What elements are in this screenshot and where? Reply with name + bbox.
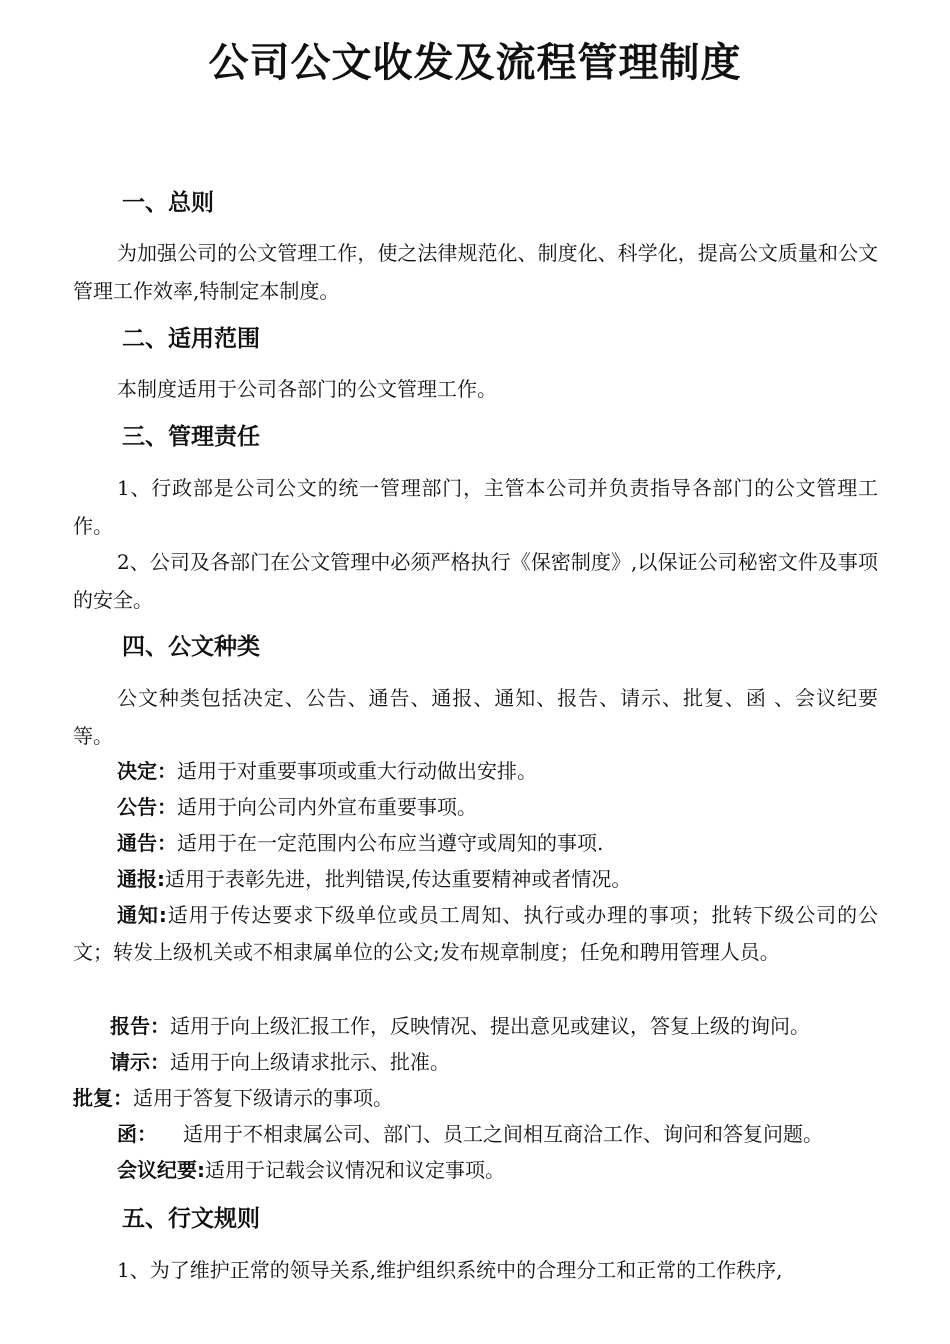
definition-text: 适用于表彰先进，批判错误,传达重要精神或者情况。 (165, 867, 632, 891)
definition-term: 决定： (117, 759, 177, 783)
definition-letter (117, 1116, 823, 1152)
definition-meeting-minutes (117, 1152, 505, 1188)
definition-term: 批复： (73, 1086, 133, 1110)
paragraph-responsibility-2: 2、公司及各部门在公文管理中必须严格执行《保密制度》,以保证公司秘密文件及事项的安全。 (73, 550, 878, 612)
section-heading-general: 一、总则 (122, 190, 214, 216)
definition-announcement (117, 789, 477, 825)
definition-text: 适用于记载会议情况和议定事项。 (205, 1158, 505, 1182)
section-heading-writing-rules: 五、行文规则 (122, 1206, 260, 1232)
definition-notice (117, 825, 603, 861)
definition-text: 适用于不相隶属公司、部门、员工之间相互商洽工作、询问和答复问题。 (183, 1122, 823, 1146)
definition-term: 公告： (117, 795, 177, 819)
definition-reply (73, 1080, 393, 1116)
paragraph-document-types: 公文种类包括决定、公告、通告、通报、通知、报告、请示、批复、函 、会议纪要等。 (73, 686, 878, 748)
definition-text: 适用于向公司内外宣布重要事项。 (177, 795, 477, 819)
paragraph-scope: 本制度适用于公司各部门的公文管理工作。 (117, 377, 497, 401)
definition-text: 适用于对重要事项或重大行动做出安排。 (177, 759, 537, 783)
definition-term: 通报: (117, 867, 165, 891)
definition-notification (73, 897, 878, 971)
definition-term: 请示： (110, 1050, 170, 1074)
definition-term: 报告： (110, 1014, 170, 1038)
definition-term: 通告： (117, 831, 177, 855)
definition-text: 适用于传达要求下级单位或员工周知、执行或办理的事项；批转下级公司的公文；转发上级机关或不相隶属单位的公文;发布规章制度；任免和聘用管理人员。 (73, 903, 879, 964)
definition-text: 适用于在一定范围内公布应当遵守或周知的事项. (177, 831, 604, 855)
paragraph-responsibility-1: 1、行政部是公司公文的统一管理部门，主管本公司并负责指导各部门的公文管理工作。 (73, 476, 878, 538)
paragraph-writing-rules-1: 1、为了维护正常的领导关系,维护组织系统中的合理分工和正常的工作秩序, (117, 1258, 783, 1282)
document-title: 公司公文收发及流程管理制度 (208, 40, 742, 86)
definition-text: 适用于答复下级请示的事项。 (133, 1086, 393, 1110)
section-heading-scope: 二、适用范围 (122, 326, 260, 352)
definition-request (110, 1044, 450, 1080)
paragraph-general: 为加强公司的公文管理工作，使之法律规范化、制度化、科学化，提高公文质量和公文管理工作效率,特制定本制度。 (73, 241, 878, 303)
definition-text: 适用于向上级汇报工作，反映情况、提出意见或建议，答复上级的询问。 (170, 1014, 810, 1038)
section-heading-responsibility: 三、管理责任 (122, 424, 260, 450)
definition-bulletin (117, 861, 631, 897)
definition-term: 通知: (117, 903, 167, 927)
definition-decision (117, 753, 537, 789)
definition-report (110, 1008, 810, 1044)
definition-term: 会议纪要: (117, 1158, 205, 1182)
section-heading-document-types: 四、公文种类 (122, 634, 260, 660)
definition-term: 函： (117, 1122, 157, 1146)
definition-text: 适用于向上级请求批示、批准。 (170, 1050, 450, 1074)
